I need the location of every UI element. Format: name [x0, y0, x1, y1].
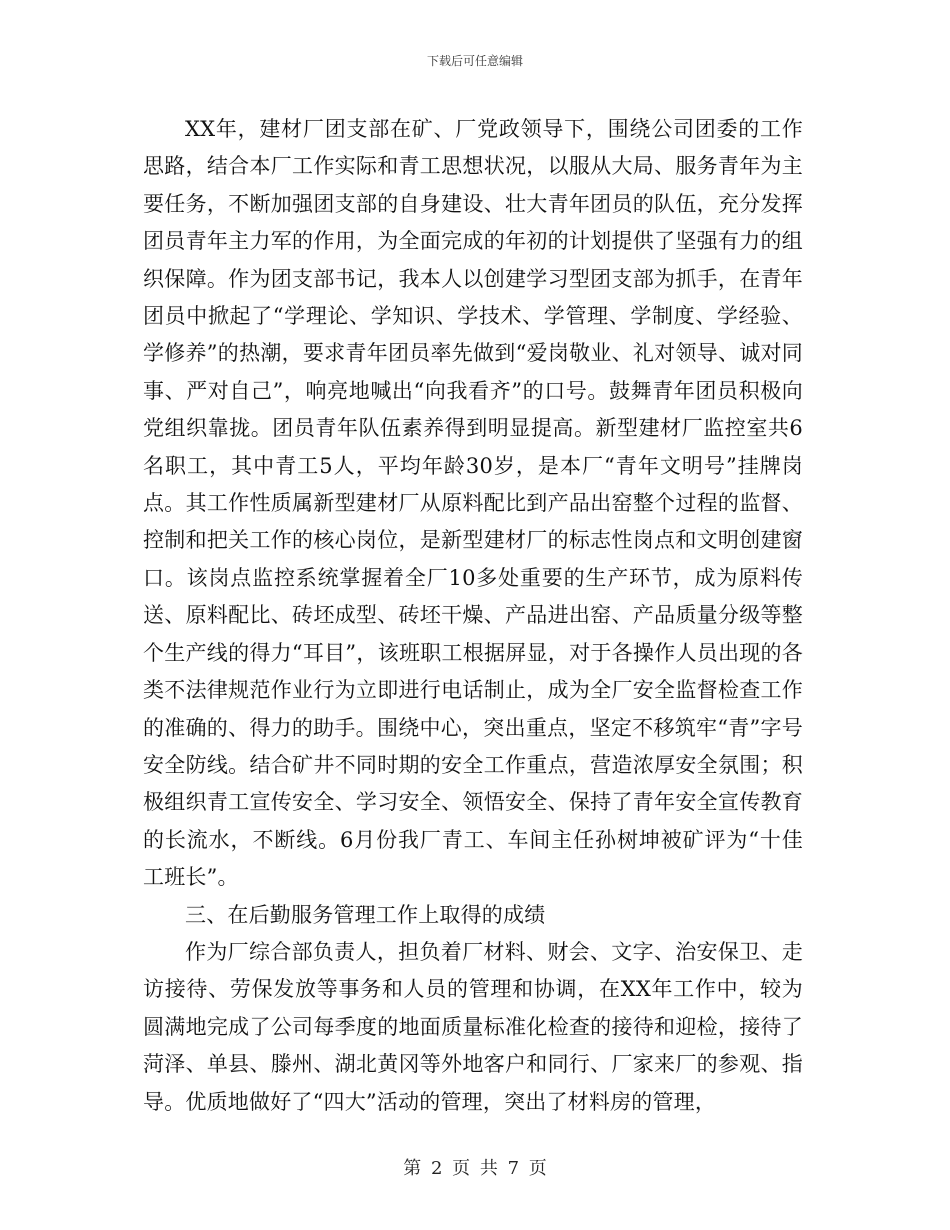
page-label-prefix: 第 — [403, 1158, 422, 1179]
page-header: 下载后可任意编辑 — [426, 54, 523, 68]
total-page-number: 7 — [507, 1158, 520, 1179]
page-label-suffix: 页 — [528, 1158, 547, 1179]
total-label: 共 — [479, 1158, 498, 1179]
current-page-number: 2 — [430, 1158, 443, 1179]
section-heading-logistics: 三、在后勤服务管理工作上取得的成绩 — [185, 902, 546, 927]
paragraph-general-department: 作为厂综合部负责人，担负着厂材料、财会、文字、治安保卫、走访接待、劳保发放等事务和人员的管理和协调，在XX年工作中，较为圆满地完成了公司每季度的地面质量标准化检查的接待和迎检，接待了菏泽、单县、滕州、湖北黄冈等外地客户和同行、厂家来厂的参观、指导。优质地做好了“四大”活动的管理，突出了材料房的管理， — [143, 939, 803, 1114]
page-footer — [0, 1154, 950, 1180]
paragraph-league-branch-work: XX年，建材厂团支部在矿、厂党政领导下，围绕公司团委的工作思路，结合本厂工作实际和青工思想状况，以服从大局、服务青年为主要任务，不断加强团支部的自身建设、壮大青年团员的队伍，充分发挥团员青年主力军的作用，为全面完成的年初的计划提供了坚强有力的组织保障。作为团支部书记，我本人以创建学习型团支部为抓手，在青年团员中掀起了“学理论、学知识、学技术、学管理、学制度、学经验、学修养”的热潮，要求青年团员率先做到“爱岗敬业、礼对领导、诚对同事、严对自己”，响亮地喊出“向我看齐”的口号。鼓舞青年团员积极向党组织靠拢。团员青年队伍素养得到明显提高。新型建材厂监控室共6名职工，其中青工5人，平均年龄30岁，是本厂“青年文明号”挂牌岗点。其工作性质属新型建材厂从原料配比到产品出窑整个过程的监督、控制和把关工作的核心岗位，是新型建材厂的标志性岗点和文明创建窗口。该岗点监控系统掌握着全厂10多处重要的生产环节，成为原料传送、原料配比、砖坯成型、砖坯干燥、产品进出窑、产品质量分级等整个生产线的得力“耳目”，该班职工根据屏显，对于各操作人员出现的各类不法律规范作业行为立即进行电话制止，成为全厂安全监督检查工作的准确的、得力的助手。围绕中心，突出重点，坚定不移筑牢“青”字号安全防线。结合矿井不同时期的安全工作重点，营造浓厚安全氛围；积极组织青工宣传安全、学习安全、领悟安全、保持了青年安全宣传教育的长流水，不断线。6月份我厂青工、车间主任孙树坤被矿评为“十佳工班长”。 — [143, 117, 803, 890]
page-label-middle: 页 — [452, 1158, 471, 1179]
document-body — [143, 111, 803, 1121]
